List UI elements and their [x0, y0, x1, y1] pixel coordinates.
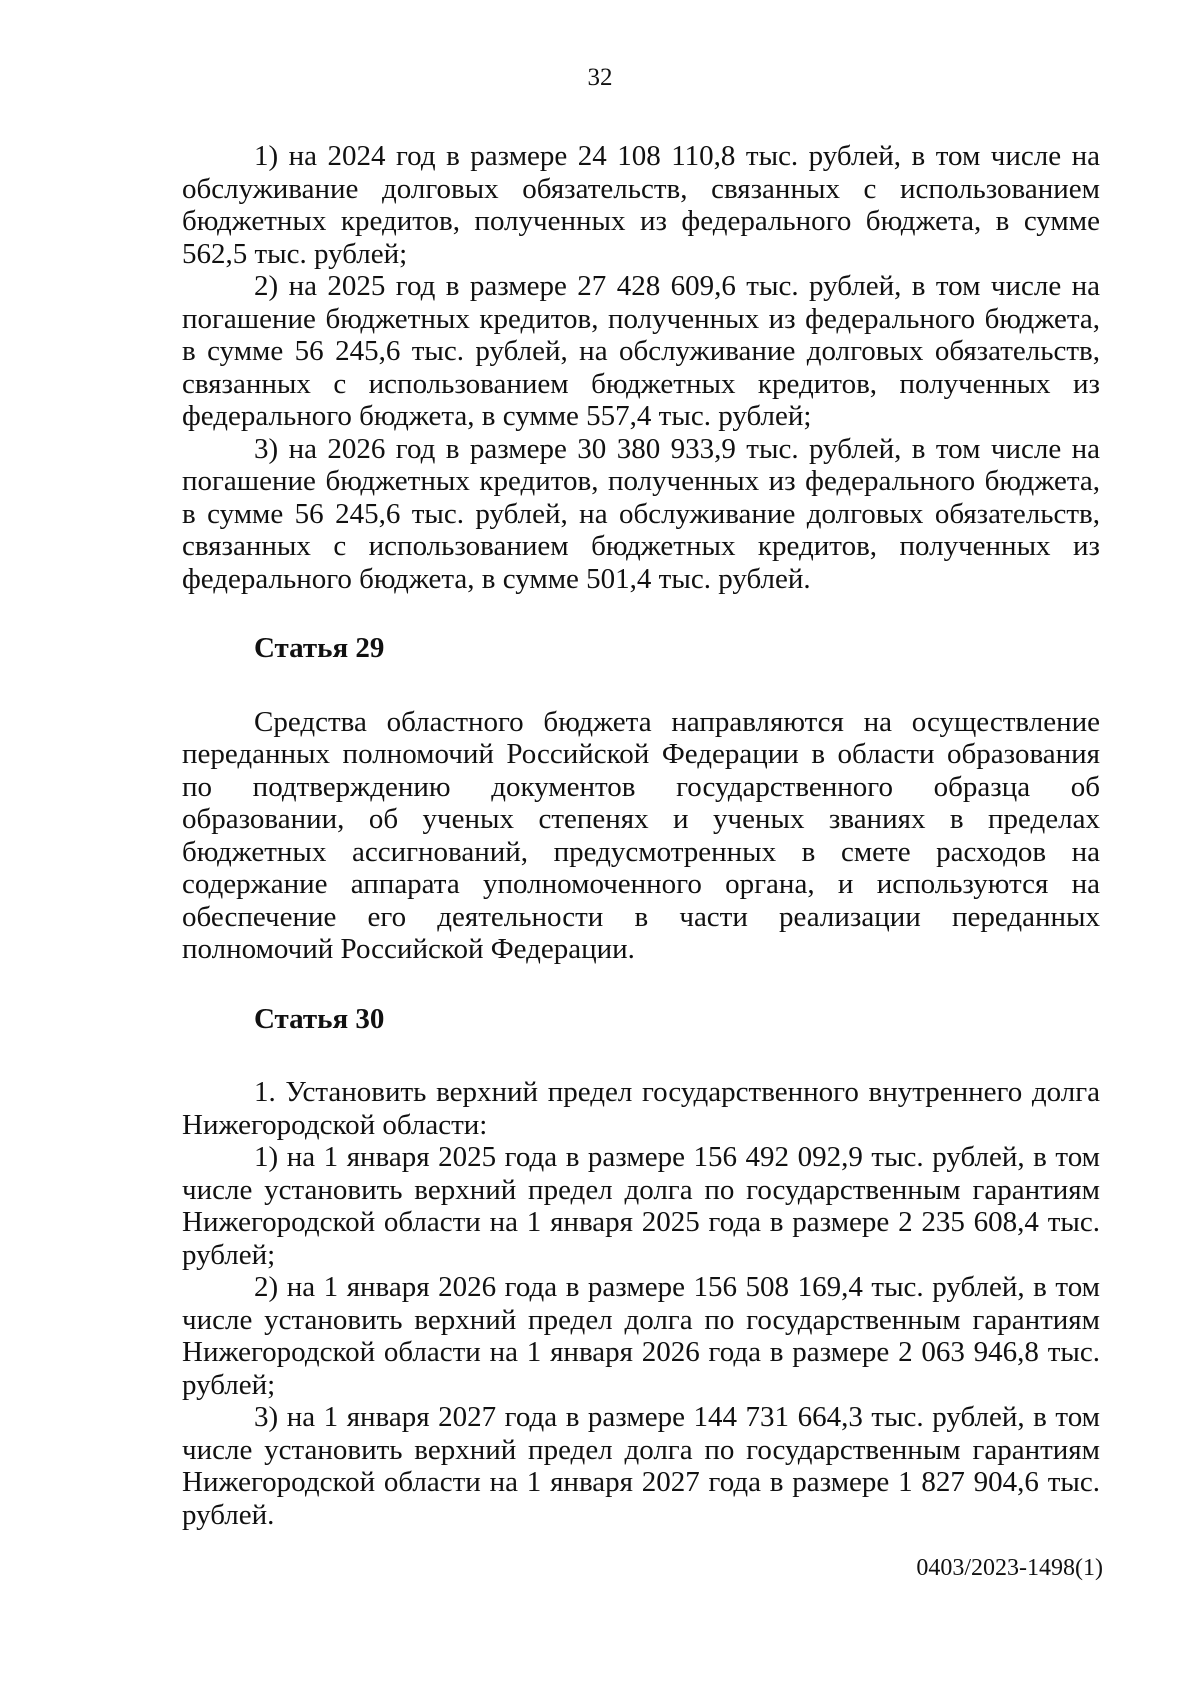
- budget-item-2026: 3) на 2026 год в размере 30 380 933,9 тыс. рублей, в том числе на погашение бюджетных кредитов, полученных из федерального бюджета, в сумме 56 245,6 тыс. рублей, на обслуживание долговых обязательств, связанных с использованием бюджетных кредитов, полученных из федерального бюджета, в сумме 501,4 тыс. рублей.: [182, 432, 1100, 595]
- page-number: 32: [587, 64, 613, 91]
- debt-limit-item-2025: 1) на 1 января 2025 года в размере 156 492 092,9 тыс. рублей, в том числе установить верхний предел долга по государственным гарантиям Нижегородской области на 1 января 2025 года в размере 2 235 608,4 тыс. рублей;: [182, 1141, 1100, 1271]
- article-29-heading: Статья 29: [254, 632, 385, 664]
- article-29-text: Средства областного бюджета направляются на осуществление переданных полномочий Российской Федерации в области образования по подтверждению документов государственного образца об образовании, об ученых степенях и ученых званиях в пределах бюджетных ассигнований, предусмотренных в смете расходов на содержание аппарата уполномоченного органа, и используются на обеспечение его деятельности в части реализации переданных полномочий Российской Федерации.: [182, 705, 1100, 965]
- debt-limit-item-2027: 3) на 1 января 2027 года в размере 144 731 664,3 тыс. рублей, в том числе установить верхний предел долга по государственным гарантиям Нижегородской области на 1 января 2027 года в размере 1 827 904,6 тыс. рублей.: [182, 1401, 1100, 1531]
- budget-item-2025: 2) на 2025 год в размере 27 428 609,6 тыс. рублей, в том числе на погашение бюджетных кредитов, полученных из федерального бюджета, в сумме 56 245,6 тыс. рублей, на обслуживание долговых обязательств, связанных с использованием бюджетных кредитов, полученных из федерального бюджета, в сумме 557,4 тыс. рублей;: [182, 270, 1100, 432]
- document-code: 0403/2023-1498(1): [916, 1555, 1103, 1581]
- budget-item-2024: 1) на 2024 год в размере 24 108 110,8 тыс. рублей, в том числе на обслуживание долговых обязательств, связанных с использованием бюджетных кредитов, полученных из федерального бюджета, в сумме 562,5 тыс. рублей;: [182, 140, 1100, 270]
- document-body: [182, 140, 1100, 1531]
- debt-limit-item-2026: 2) на 1 января 2026 года в размере 156 508 169,4 тыс. рублей, в том числе установить верхний предел долга по государственным гарантиям Нижегородской области на 1 января 2026 года в размере 2 063 946,8 тыс. рублей;: [182, 1271, 1100, 1401]
- article-30-intro: 1. Установить верхний предел государственного внутреннего долга Нижегородской области:: [182, 1076, 1100, 1141]
- article-30-heading: Статья 30: [254, 1002, 385, 1035]
